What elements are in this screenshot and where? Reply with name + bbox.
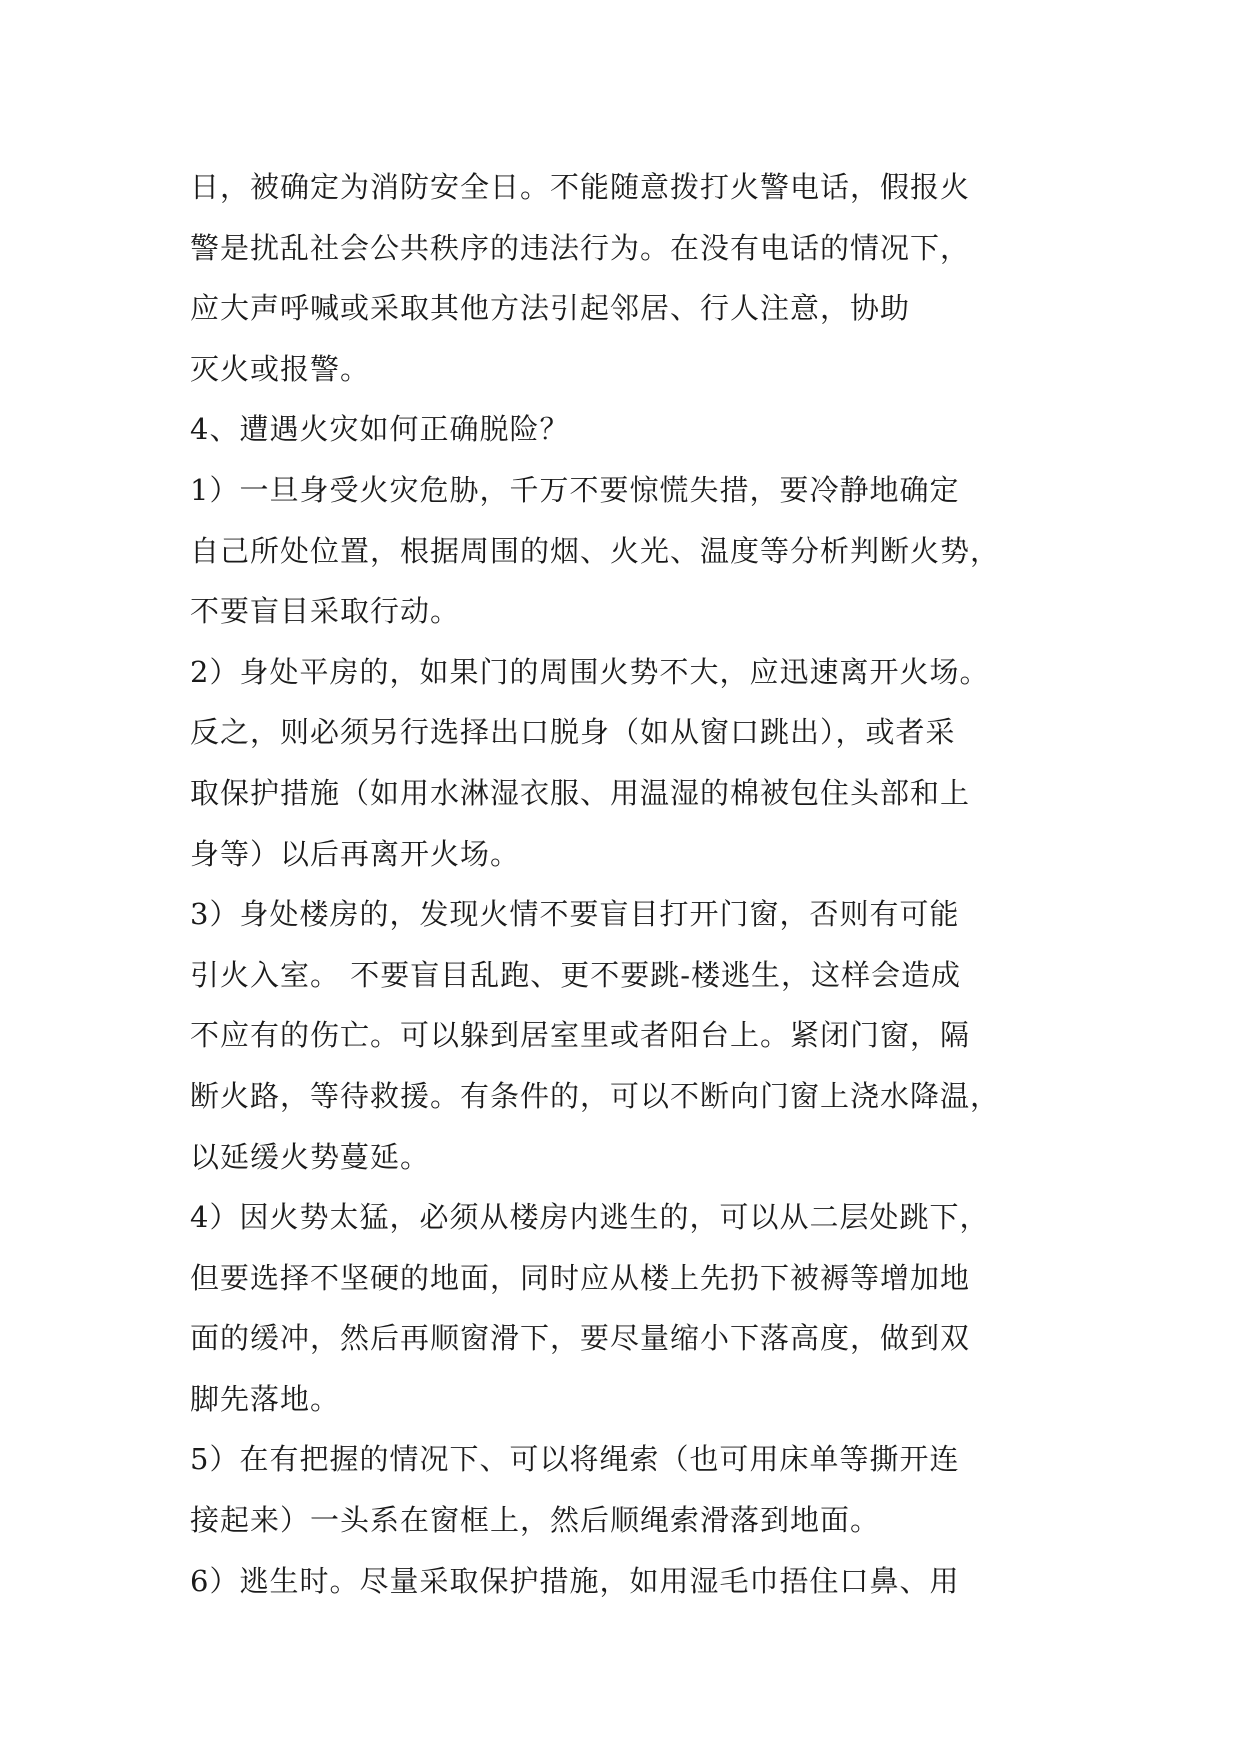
text-line: 不应有的伤亡。可以躲到居室里或者阳台上。紧闭门窗，隔	[190, 1018, 971, 1053]
text-line: 脚先落地。	[190, 1381, 341, 1416]
text-line: 1）一旦身受火灾危胁，千万不要惊慌失措，要冷静地确定	[190, 472, 960, 507]
text-line: 反之，则必须另行选择出口脱身（如从窗口跳出），或者采	[190, 715, 956, 750]
text-line: 警是扰乱社会公共秩序的违法行为。在没有电话的情况下，	[190, 230, 971, 265]
text-line: 自己所处位置，根据周围的烟、火光、温度等分析判断火势，	[190, 533, 1001, 568]
text-line: 灭火或报警。	[190, 351, 371, 386]
text-line: 6）逃生时。尽量采取保护措施，如用湿毛巾捂住口鼻、用	[190, 1563, 960, 1598]
text-line: 2）身处平房的，如果门的周围火势不大，应迅速离开火场。	[190, 654, 990, 689]
text-line: 不要盲目采取行动。	[190, 594, 461, 629]
text-line: 3）身处楼房的，发现火情不要盲目打开门窗，否则有可能	[190, 897, 960, 932]
text-line: 身等）以后再离开火场。	[190, 836, 521, 871]
text-line: 取保护措施（如用水淋湿衣服、用温湿的棉被包住头部和上	[190, 775, 971, 810]
text-line: 应大声呼喊或采取其他方法引起邻居、行人注意，协助	[190, 291, 911, 326]
text-line: 断火路，等待救援。有条件的，可以不断向门窗上浇水降温，	[190, 1078, 1001, 1113]
section-heading: 4、遭遇火灾如何正确脱险？	[190, 412, 570, 447]
text-line: 日，被确定为消防安全日。不能随意拨打火警电话，假报火	[190, 170, 971, 204]
text-line: 面的缓冲，然后再顺窗滑下，要尽量缩小下落高度，做到双	[190, 1321, 971, 1356]
text-line: 但要选择不坚硬的地面，同时应从楼上先扔下被褥等增加地	[190, 1260, 971, 1295]
text-line: 以延缓火势蔓延。	[190, 1139, 431, 1174]
body-text	[190, 157, 1090, 1611]
text-line: 引火入室。 不要盲目乱跑、更不要跳-楼逃生，这样会造成	[190, 957, 962, 992]
text-line: 5）在有把握的情况下、可以将绳索（也可用床单等撕开连	[190, 1442, 960, 1477]
text-line: 4）因火势太猛，必须从楼房内逃生的，可以从二层处跳下，	[190, 1200, 990, 1235]
text-line: 接起来）一头系在窗框上，然后顺绳索滑落到地面。	[190, 1503, 881, 1538]
